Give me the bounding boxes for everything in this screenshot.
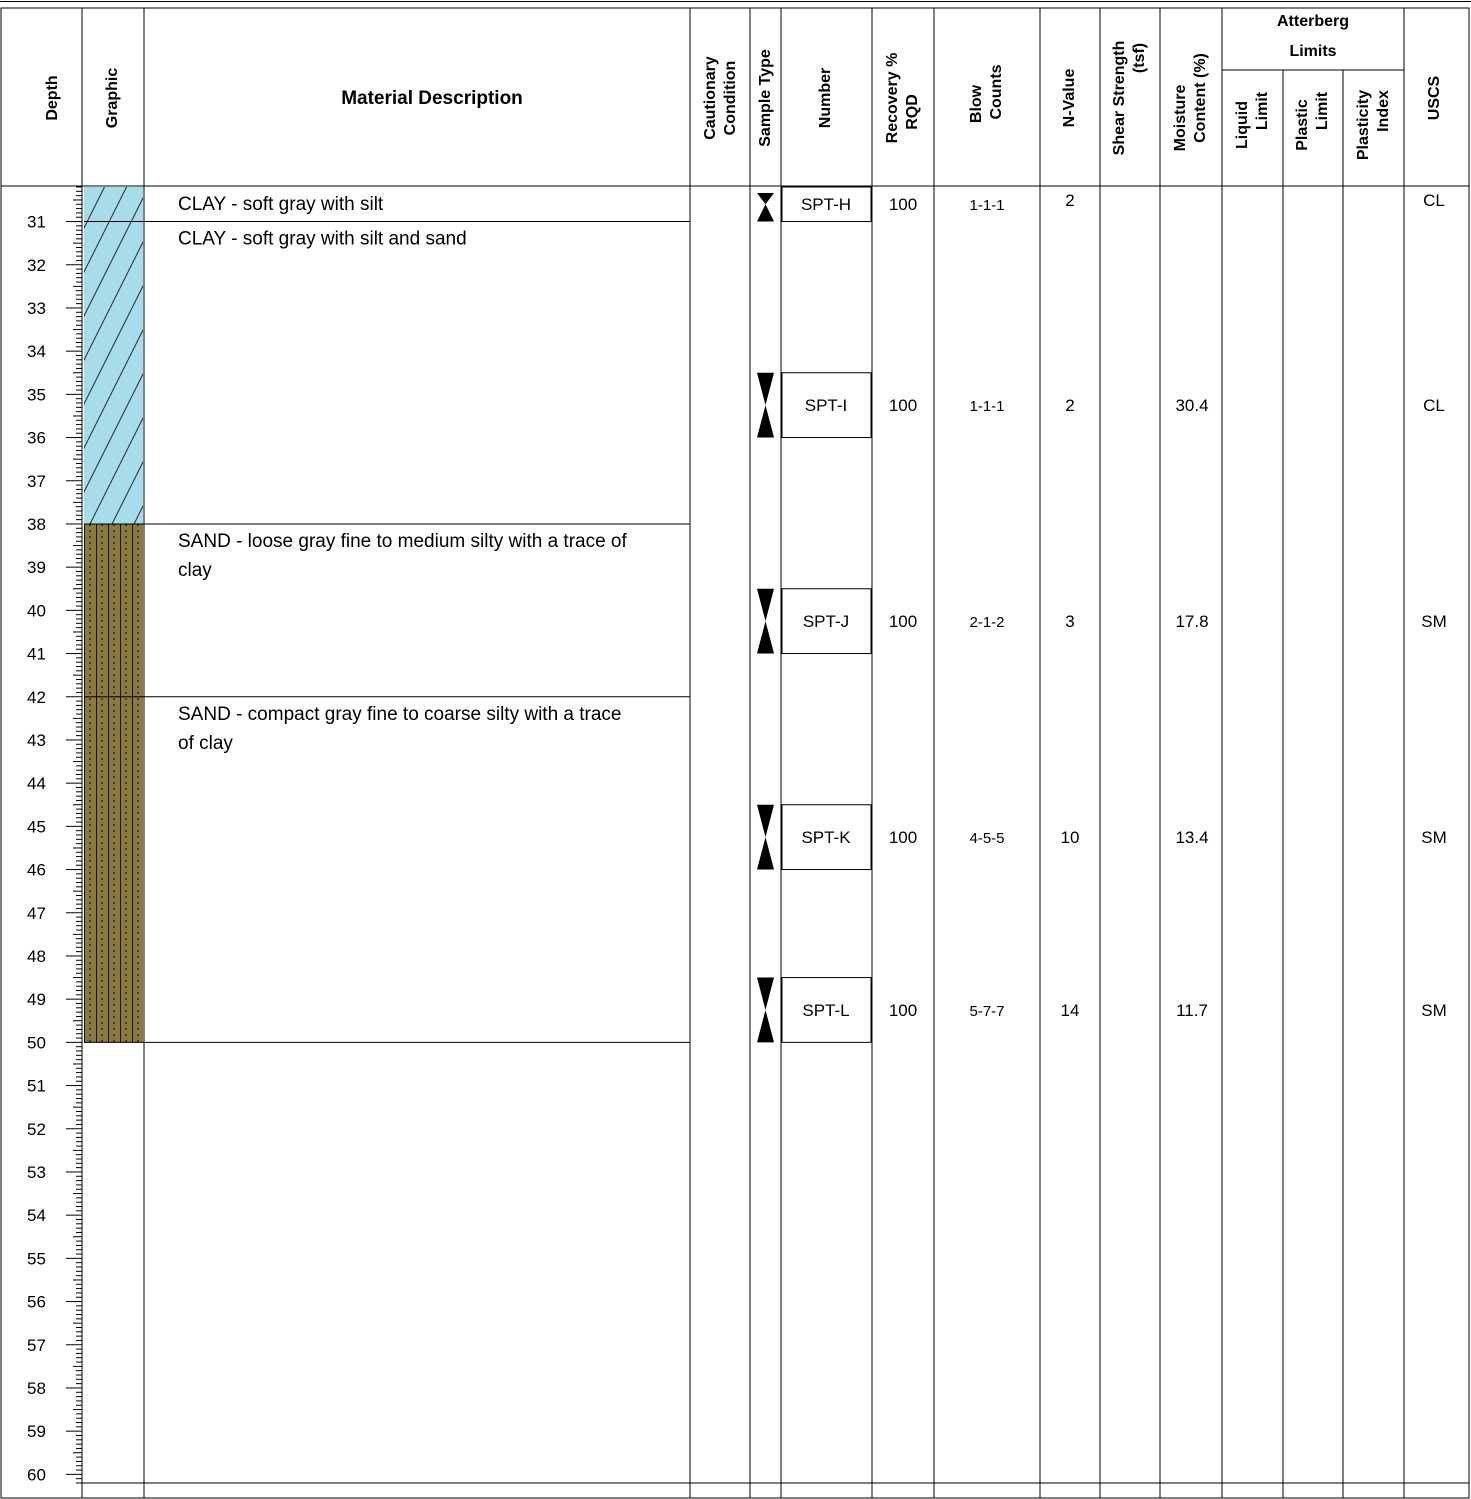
depth-label: 36 bbox=[27, 428, 46, 448]
sample-blow-counts: 1-1-1 bbox=[969, 197, 1005, 214]
header-material-description: Material Description bbox=[341, 88, 523, 109]
sample-number: SPT-H bbox=[800, 195, 852, 214]
sample-moisture: 11.7 bbox=[1176, 1000, 1208, 1020]
depth-label: 51 bbox=[27, 1076, 46, 1096]
depth-label: 60 bbox=[27, 1465, 46, 1485]
sample-recovery: 100 bbox=[888, 612, 918, 632]
sample-moisture: 30.4 bbox=[1175, 396, 1209, 416]
spt-sampler-icon bbox=[757, 805, 774, 870]
sample-blow-counts: 2-1-2 bbox=[969, 614, 1005, 632]
depth-label: 39 bbox=[27, 558, 46, 578]
depth-label: 43 bbox=[27, 730, 46, 750]
depth-label: 48 bbox=[27, 946, 46, 966]
sample-n-value: 3 bbox=[1065, 612, 1075, 632]
sample-number: SPT-I bbox=[804, 396, 848, 416]
strata-descriptions bbox=[84, 194, 690, 1042]
header-liquid-line2: Limit bbox=[1254, 91, 1272, 131]
sample-uscs: CL bbox=[1423, 396, 1445, 416]
sample-uscs: SM bbox=[1421, 1000, 1447, 1020]
depth-label: 35 bbox=[27, 385, 46, 405]
spt-sampler-icon bbox=[757, 373, 774, 438]
header-plasticity-line2: Index bbox=[1375, 90, 1393, 132]
header-moisture-line2: Content (%) bbox=[1192, 53, 1210, 143]
sample-moisture: 13.4 bbox=[1175, 828, 1209, 848]
sample-recovery: 100 bbox=[888, 1000, 918, 1020]
header-plastic-line2: Limit bbox=[1314, 91, 1332, 131]
depth-label: 31 bbox=[27, 212, 46, 232]
header-liquid-line1: Liquid bbox=[1234, 101, 1252, 149]
depth-label: 56 bbox=[27, 1292, 46, 1312]
header-moisture-line1: Moisture bbox=[1172, 84, 1190, 152]
sample-moisture: 17.8 bbox=[1175, 612, 1209, 632]
depth-label: 54 bbox=[27, 1206, 46, 1226]
header-depth: Depth bbox=[44, 75, 62, 121]
header-row bbox=[44, 13, 1443, 160]
stratum-description: of clay bbox=[178, 732, 233, 754]
stratum-description: SAND - loose gray fine to medium silty with a trace of bbox=[178, 530, 627, 552]
spt-sampler-icon bbox=[757, 978, 774, 1043]
depth-label: 52 bbox=[27, 1119, 46, 1139]
header-sample-type: Sample Type bbox=[757, 49, 775, 147]
header-cautionary-line2: Condition bbox=[722, 60, 740, 136]
sample-uscs: CL bbox=[1423, 191, 1445, 210]
spt-sampler-icon bbox=[757, 193, 774, 222]
sample-uscs: SM bbox=[1421, 612, 1447, 632]
header-nvalue: N-Value bbox=[1061, 68, 1079, 128]
depth-label: 44 bbox=[27, 774, 46, 794]
sample-n-value: 2 bbox=[1065, 191, 1075, 210]
sample-recovery: 100 bbox=[888, 828, 918, 848]
depth-label: 33 bbox=[27, 298, 46, 318]
graphic-sand-fill bbox=[84, 697, 143, 1043]
stratum-description: CLAY - soft gray with silt and sand bbox=[178, 228, 467, 250]
header-blow-line1: Blow bbox=[968, 84, 986, 124]
header-shear-line1: Shear Strength bbox=[1111, 40, 1129, 156]
depth-label: 53 bbox=[27, 1162, 46, 1182]
sample-blow-counts: 4-5-5 bbox=[969, 830, 1005, 848]
sample-n-value: 2 bbox=[1065, 396, 1075, 416]
sample-number: SPT-L bbox=[802, 1000, 850, 1020]
sample-uscs: SM bbox=[1421, 828, 1447, 848]
depth-label: 34 bbox=[27, 342, 46, 362]
depth-label: 37 bbox=[27, 471, 46, 491]
sample-n-value: 10 bbox=[1060, 828, 1080, 848]
header-recovery-line2: RQD bbox=[904, 94, 922, 130]
sample-number: SPT-J bbox=[802, 612, 850, 632]
graphic-clay-fill bbox=[84, 187, 143, 222]
header-recovery-line1: Recovery % bbox=[884, 52, 902, 144]
depth-label: 47 bbox=[27, 903, 46, 923]
header-graphic: Graphic bbox=[104, 67, 122, 129]
header-plasticity-line1: Plasticity bbox=[1355, 89, 1373, 161]
depth-label: 50 bbox=[27, 1033, 46, 1053]
header-plastic-line1: Plastic bbox=[1294, 99, 1312, 151]
depth-label: 59 bbox=[27, 1422, 46, 1442]
graphic-sand-fill bbox=[84, 524, 143, 697]
graphic-clay-fill bbox=[84, 222, 143, 524]
sample-recovery: 100 bbox=[888, 396, 918, 416]
sample-number: SPT-K bbox=[801, 828, 851, 848]
sample-blow-counts: 1-1-1 bbox=[969, 398, 1005, 416]
depth-label: 55 bbox=[27, 1249, 46, 1269]
stratum-description: CLAY - soft gray with silt bbox=[178, 194, 384, 215]
header-cautionary-line1: Cautionary bbox=[702, 56, 720, 140]
depth-label: 46 bbox=[27, 860, 46, 880]
graphic-column bbox=[84, 187, 143, 1042]
header-number: Number bbox=[817, 67, 835, 129]
sample-recovery: 100 bbox=[888, 195, 918, 214]
depth-label: 41 bbox=[27, 644, 46, 664]
stratum-description: SAND - compact gray fine to coarse silty with a trace bbox=[178, 703, 622, 725]
depth-label: 32 bbox=[27, 255, 46, 275]
depth-label: 40 bbox=[27, 601, 46, 621]
header-atterberg-line1: Atterberg bbox=[1276, 13, 1350, 30]
depth-scale bbox=[27, 187, 82, 1484]
depth-label: 38 bbox=[27, 514, 46, 534]
depth-label: 49 bbox=[27, 990, 46, 1010]
depth-label: 58 bbox=[27, 1378, 46, 1398]
spt-sampler-icon bbox=[757, 589, 774, 654]
sample-blow-counts: 5-7-7 bbox=[969, 1002, 1005, 1020]
header-shear-line2: (tsf) bbox=[1131, 42, 1149, 74]
depth-label: 42 bbox=[27, 687, 46, 707]
header-atterberg-line2: Limits bbox=[1289, 43, 1337, 60]
depth-label: 57 bbox=[27, 1335, 46, 1355]
header-blow-line2: Counts bbox=[988, 64, 1006, 120]
header-uscs: USCS bbox=[1426, 75, 1444, 121]
depth-label: 45 bbox=[27, 817, 46, 837]
sample-n-value: 14 bbox=[1060, 1000, 1080, 1020]
stratum-description: clay bbox=[178, 559, 212, 581]
